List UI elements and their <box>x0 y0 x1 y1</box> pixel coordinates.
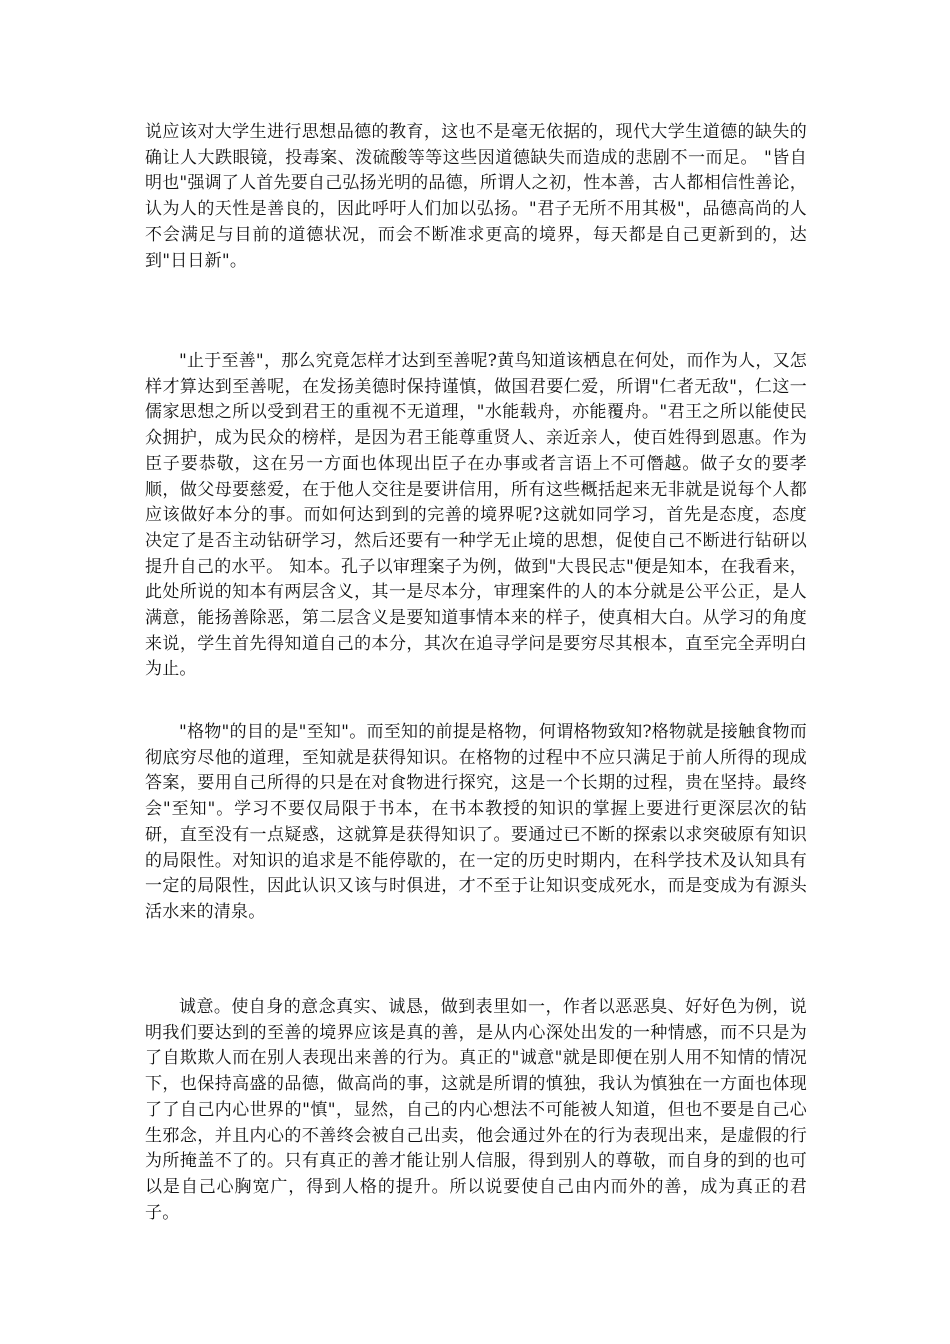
paragraph-3: "格物"的目的是"至知"。而至知的前提是格物，何谓格物致知?格物就是接触食物而彻底穷尽他的道理，至知就是获得知识。在格物的过程中不应只满足于前人所得的现成答案，要用自己所得的只是在对食物进行探究，这是一个长期的过程，贵在坚持。最终会"至知"。学习不要仅局限于书本，在书本教授的知识的掌握上要进行更深层次的钻研，直至没有一点疑惑，这就算是获得知识了。要通过已不断的探索以求突破原有知识的局限性。对知识的追求是不能停歇的，在一定的历史时期内，在科学技术及认知具有一定的局限性，因此认识又该与时俱进，才不至于让知识变成死水，而是变成为有源头活水来的清泉。 <box>145 722 807 922</box>
document-page <box>145 0 807 1344</box>
paragraph-2: "止于至善"，那么究竟怎样才达到至善呢?黄鸟知道该栖息在何处，而作为人，又怎样才算达到至善呢，在发扬美德时保持谨慎，做国君要仁爱，所谓"仁者无敌"，仁这一儒家思想之所以受到君王的重视不无道理，"水能载舟，亦能覆舟。"君王之所以能使民众拥护，成为民众的榜样，是因为君王能尊重贤人、亲近亲人，使百姓得到恩惠。作为臣子要恭敬，这在另一方面也体现出臣子在办事或者言语上不可僭越。做子女的要孝顺，做父母要慈爱，在于他人交往是要讲信用，所有这些概括起来无非就是说每个人都应该做好本分的事。而如何达到到的完善的境界呢?这就如同学习，首先是态度，态度决定了是否主动钻研学习，然后还要有一种学无止境的思想，促使自己不断进行钻研以提升自己的水平。 知本。孔子以审理案子为例，做到"大畏民志"便是知本，在我看来，此处所说的知本有两层含义，其一是尽本分，审理案件的人的本分就是公平公正，是人满意，能扬善除恶，第二层含义是要知道事情本来的样子，使真相大白。从学习的角度来说，学生首先得知道自己的本分，其次在追寻学问是要穷尽其根本，直至完全弄明白为止。 <box>145 351 807 680</box>
paragraph-4: 诚意。使自身的意念真实、诚恳，做到表里如一，作者以恶恶臭、好好色为例，说明我们要达到的至善的境界应该是真的善，是从内心深处出发的一种情感，而不只是为了自欺欺人而在别人表现出来善的行为。真正的"诚意"就是即便在别人用不知情的情况下，也保持高盛的品德，做高尚的事，这就是所谓的慎独，我认为慎独在一方面也体现了了自己内心世界的"慎"，显然，自己的内心想法不可能被人知道，但也不要是自己心生邪念，并且内心的不善终会被自己出卖，他会通过外在的行为表现出来，是虚假的行为所掩盖不了的。只有真正的善才能让别人信服，得到别人的尊敬，而自身的到的也可以是自己心胸宽广，得到人格的提升。所以说要使自己由内而外的善，成为真正的君子。 <box>145 997 807 1223</box>
paragraph-1: 说应该对大学生进行思想品德的教育，这也不是毫无依据的，现代大学生道德的缺失的确让人大跌眼镜，投毒案、泼硫酸等等这些因道德缺失而造成的悲剧不一而足。 "皆自明也"强调了人首先要自己弘扬光明的品德，所谓人之初，性本善，古人都相信性善论，认为人的天性是善良的，因此呼吁人们加以弘扬。"君子无所不用其极"，品德高尚的人不会满足与目前的道德状况，而会不断准求更高的境界，每天都是自己更新到的，达到"日日新"。 <box>145 122 807 271</box>
